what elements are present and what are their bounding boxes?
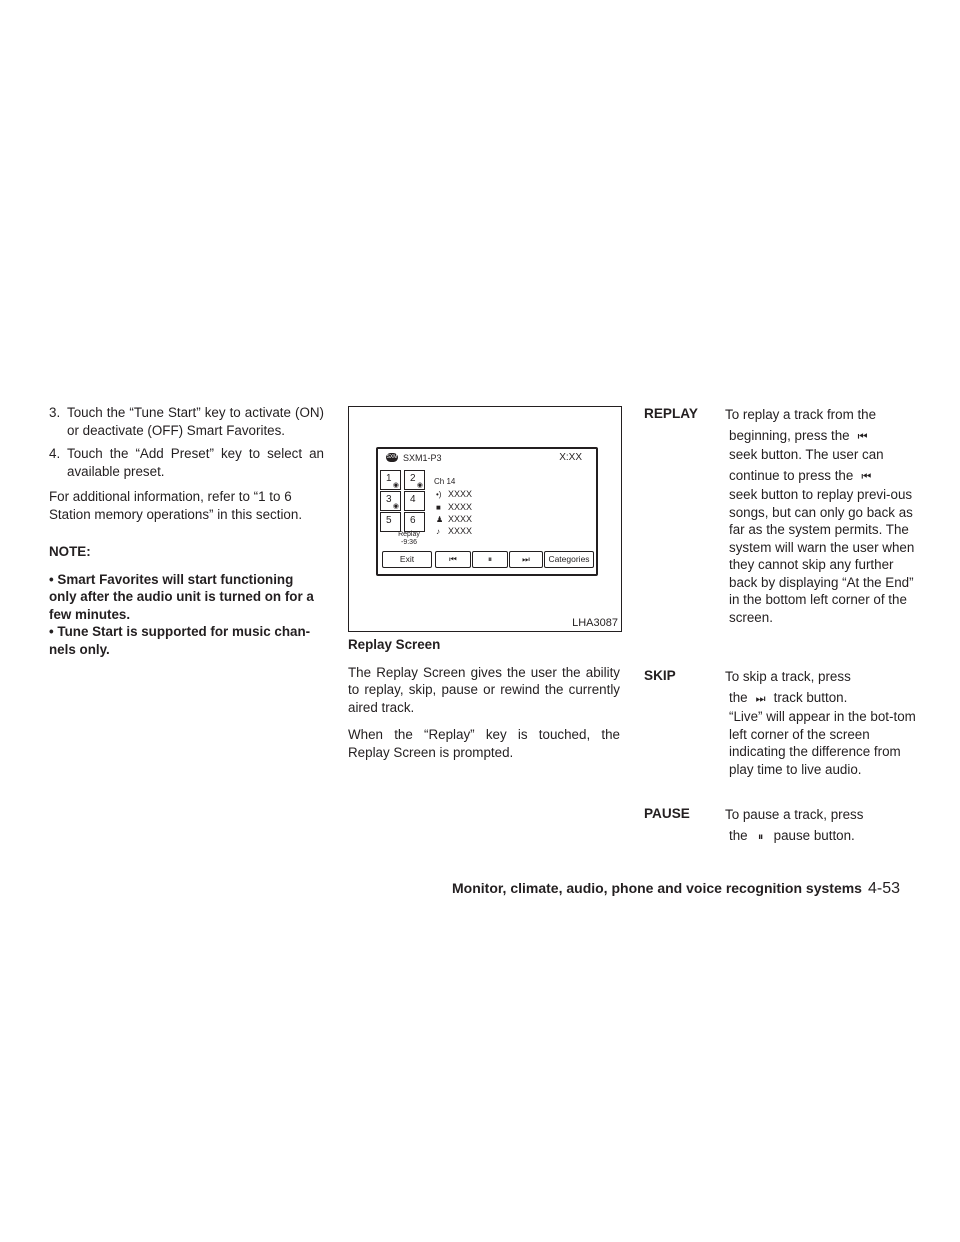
paragraph: When the “Replay” key is touched, the Replay Screen is prompted. (348, 727, 620, 760)
term-replay: REPLAY (644, 406, 698, 421)
note-body (49, 571, 324, 659)
next-icon: ⏭ (509, 551, 543, 568)
step-text: Touch the “Tune Start” key to activate (ON) or deactivate (OFF) Smart Favorites. (67, 405, 324, 438)
skip-forward-icon: ⏭ (755, 692, 766, 705)
channel-number: Ch 14 (434, 477, 456, 486)
step-number: 4. (49, 446, 61, 461)
info-row-category (436, 502, 472, 512)
replay-screen-illustration (376, 447, 598, 576)
def-replay (725, 406, 919, 626)
info-value: XXXX (448, 489, 473, 499)
screen-header (378, 449, 596, 469)
favorite-icon: ◉ (392, 503, 399, 510)
def-text: the (729, 689, 748, 705)
sxm-logo: SXM (386, 454, 398, 460)
step-3 (49, 404, 324, 439)
info-row-artist (436, 514, 472, 524)
info-value: XXXX (448, 502, 473, 512)
figure-label: LHA3087 (572, 617, 618, 629)
page-footer (452, 880, 900, 898)
def-text: pause button. (773, 827, 855, 843)
footer-title: Monitor, climate, audio, phone and voice recognition systems (452, 880, 862, 896)
def-text: beginning, press the (729, 427, 850, 443)
replay-time: -9:36 (401, 539, 417, 546)
preset-number: 3 (386, 494, 392, 505)
def-line: To replay a track from the (725, 407, 877, 422)
preset-5 (380, 512, 401, 532)
preset-4 (404, 491, 425, 511)
info-row-channel (436, 489, 472, 499)
station-name: SXM1-P3 (403, 453, 442, 463)
def-skip (725, 668, 919, 778)
preset-number: 2 (410, 473, 416, 484)
note-item: • Smart Favorites will start functioning only after the audio unit is turned on for a few minutes. (49, 571, 314, 622)
def-line: To skip a track, press (725, 669, 851, 684)
paragraph: The Replay Screen gives the user the ability to replay, skip, pause or rewind the currently aired track. (348, 664, 620, 715)
preset-number: 6 (410, 515, 416, 526)
preset-number: 4 (410, 494, 416, 505)
def-line (729, 467, 919, 487)
note-item: • Tune Start is supported for music chan-nels only. (49, 624, 311, 657)
exit-button: Exit (382, 551, 432, 568)
note-heading: NOTE: (49, 544, 91, 559)
def-line (729, 427, 919, 447)
def-line: To pause a track, press (725, 807, 864, 822)
signal-icon: •) (436, 490, 442, 499)
def-line: seek button. The user can (729, 447, 884, 462)
page-number: 4-53 (867, 880, 900, 897)
def-pause (725, 806, 919, 846)
step-4 (49, 445, 324, 480)
left-column (49, 404, 324, 658)
seek-back-icon: ⏮ (861, 470, 872, 483)
def-line (729, 689, 919, 709)
prev-icon: ⏮ (435, 551, 471, 568)
clock: X:XX (559, 452, 582, 463)
pause-icon: ⏸ (472, 551, 508, 568)
middle-column (348, 636, 620, 771)
folder-icon: ■ (436, 503, 441, 512)
def-text: track button. (773, 689, 848, 705)
preset-number: 1 (386, 473, 392, 484)
def-text: continue to press the (729, 467, 854, 483)
pause-icon: ⏸ (757, 830, 764, 843)
preset-2 (404, 470, 425, 490)
replay-indicator (380, 531, 438, 547)
music-note-icon: ♪ (436, 527, 440, 536)
replay-screen-figure (348, 406, 622, 632)
favorite-icon: ◉ (416, 482, 423, 489)
preset-1 (380, 470, 401, 490)
seek-back-icon: ⏮ (857, 430, 868, 443)
preset-3 (380, 491, 401, 511)
person-icon: ♟ (436, 515, 444, 524)
info-value: XXXX (448, 526, 473, 536)
def-text: the (729, 827, 748, 843)
def-rest: seek button to replay previ-ous songs, but can only go back as far as the system permits. The system will warn the user when they cannot skip any further back by displaying “At the End” in the bottom left corner of the screen. (729, 487, 915, 625)
step-number: 3. (49, 405, 61, 420)
info-value: XXXX (448, 514, 473, 524)
def-rest: “Live” will appear in the bot-tom left corner of the screen indicating the difference from play time to live audio. (729, 709, 916, 777)
step-text: Touch the “Add Preset” key to select an available preset. (67, 446, 324, 479)
term-skip: SKIP (644, 668, 676, 683)
categories-button: Categories (544, 551, 594, 568)
preset-number: 5 (386, 515, 392, 526)
subheading: Replay Screen (348, 637, 441, 652)
def-line (729, 827, 919, 847)
term-pause: PAUSE (644, 806, 690, 821)
preset-6 (404, 512, 425, 532)
info-row-song (436, 526, 472, 536)
replay-label: Replay (398, 531, 420, 538)
info-paragraph: For additional information, refer to “1 to 6 Station memory operations” in this section. (49, 489, 303, 522)
favorite-icon: ◉ (392, 482, 399, 489)
